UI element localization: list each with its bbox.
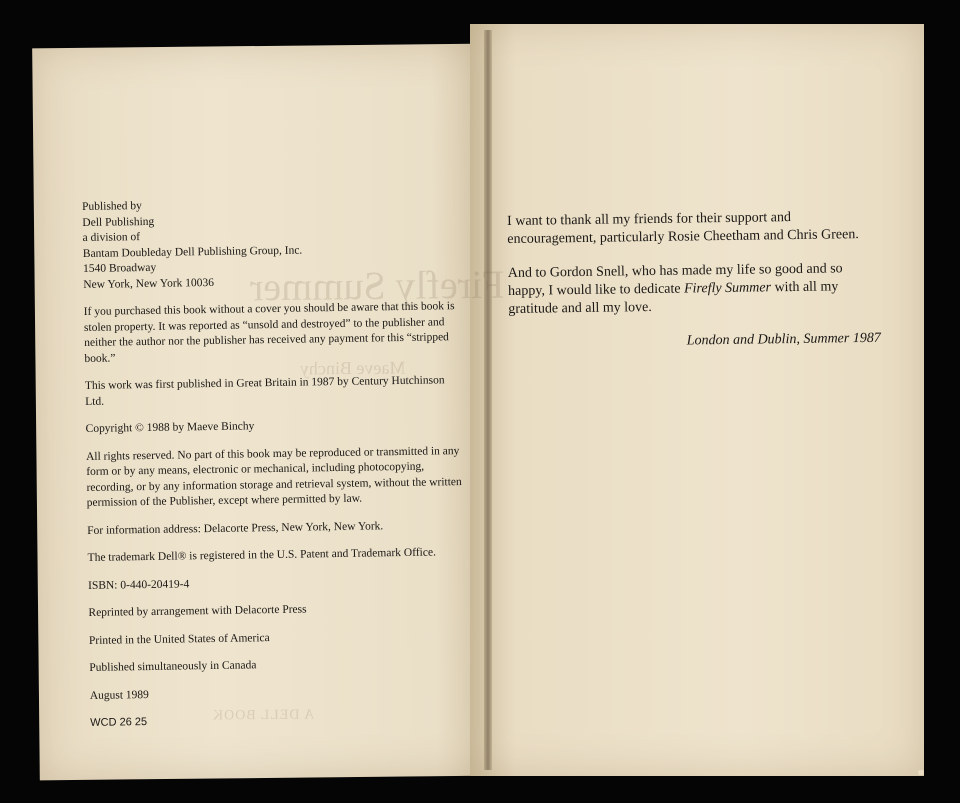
publisher-line: Published by — [82, 200, 142, 213]
rights-reserved-notice: All rights reserved. No part of this book may be reproduced or transmitted in any form or by any means, electronic or mechanical, including photocopying, recording, or by any information storage and retrieval system, without the written permission of the Publisher, except where permitted by law. — [85, 444, 462, 509]
publisher-line: 1540 Broadway — [82, 261, 157, 275]
signature-line: London and Dublin, Summer 1987 — [686, 330, 881, 349]
publisher-block — [82, 194, 463, 293]
print-code: WCD 26 25 — [90, 716, 148, 729]
dedication-text-start: And to Gordon Snell, who has made my life so good and so happy, I would like to dedicate — [507, 261, 843, 299]
publisher-line: Dell Publishing — [82, 215, 155, 229]
canada-note: Published simultaneously in Canada — [89, 659, 257, 674]
show-through-title: Firefly Summer — [249, 261, 505, 310]
dedication-page-text — [507, 208, 881, 369]
first-published-note: This work was first published in Great Britain in 1987 by Century Hutchinson Ltd. — [84, 374, 445, 408]
right-page — [470, 24, 924, 776]
show-through-logo: A DELL BOOK — [211, 707, 315, 724]
information-address: For information address: Delacorte Press, New York, New York. — [87, 519, 384, 537]
acknowledgement: I want to thank all my friends for their support and encouragement, particularly Rosie Cheetham and Chris Green. — [507, 210, 859, 247]
reprint-note: Reprinted by arrangement with Delacorte Press — [88, 603, 307, 619]
isbn: ISBN: 0-440-20419-4 — [87, 577, 190, 592]
publisher-line: a division of — [82, 231, 141, 244]
book-gutter — [484, 30, 492, 770]
show-through-author: Maeve Binchy — [299, 357, 406, 379]
publisher-line: Bantam Doubleday Dell Publishing Group, Inc. — [82, 244, 303, 260]
copyright-page-text — [82, 194, 470, 731]
dedication-book-title: Firefly Summer — [683, 280, 772, 297]
dedication — [508, 260, 881, 319]
stripped-book-notice: If you purchased this book without a cover you should be aware that this book is stolen property. It was reported as “unsold and destroyed” to the publisher and neither the author nor the publisher has received any payment for this “stripped book.” — [83, 300, 455, 365]
page-speck — [918, 770, 924, 775]
dedication-text-end: with all my gratitude and all my love. — [508, 279, 839, 317]
copyright-line: Copyright © 1988 by Maeve Binchy — [85, 420, 255, 435]
printed-in-note: Printed in the United States of America — [88, 631, 270, 647]
print-date: August 1989 — [89, 688, 149, 702]
trademark-notice: The trademark Dell® is registered in the U.S. Patent and Trademark Office. — [87, 546, 437, 564]
publisher-line: New York, New York 10036 — [83, 276, 215, 291]
